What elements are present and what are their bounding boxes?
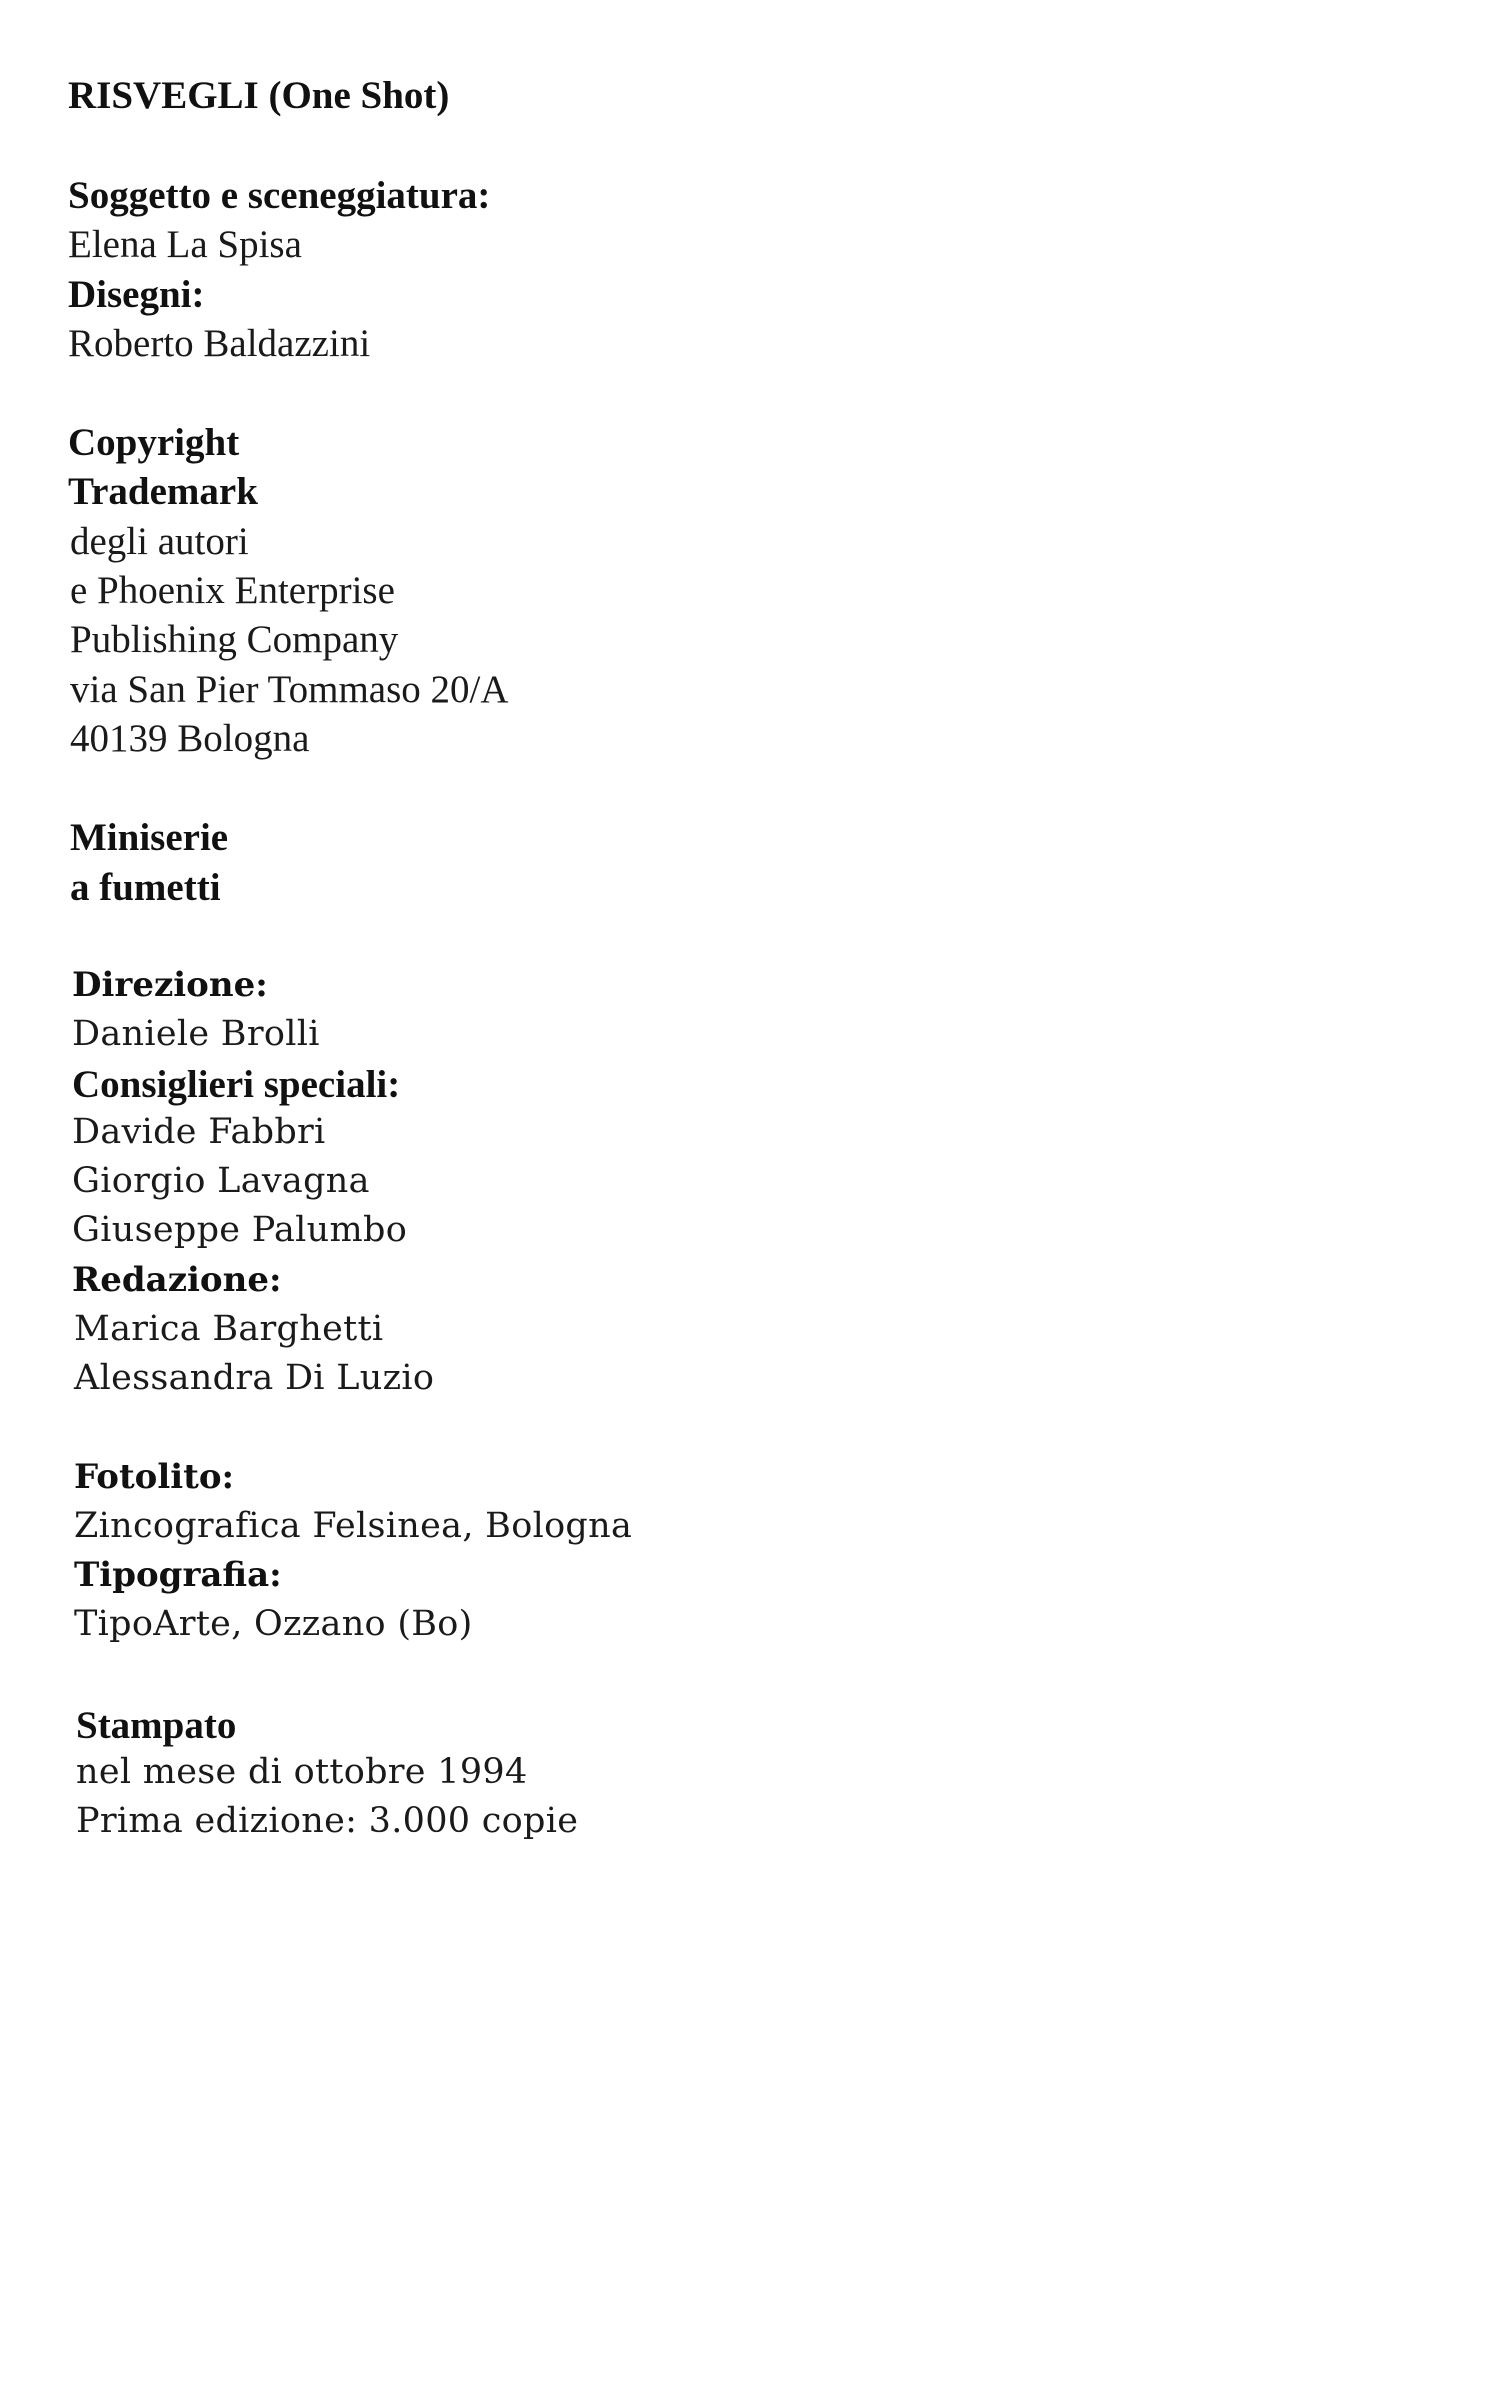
editorial-name: Marica Barghetti [74,1309,384,1349]
printing-value: TipoArte, Ozzano (Bo) [74,1604,473,1644]
art-label: Disegni: [68,273,205,316]
advisor-name: Giuseppe Palumbo [72,1210,408,1250]
page-title: RISVEGLI (One Shot) [68,74,450,117]
photolitho-value: Zincografica Felsinea, Bologna [74,1506,633,1546]
advisors-label: Consiglieri speciali: [72,1063,401,1106]
direction-value: Daniele Brolli [72,1014,320,1054]
printed-label: Stampato [76,1704,237,1747]
copyright-heading: Copyright [68,421,240,464]
printing-label: Tipografia: [74,1555,282,1595]
advisor-name: Giorgio Lavagna [72,1161,370,1201]
printed-edition: Prima edizione: 3.000 copie [76,1801,579,1841]
story-value: Elena La Spisa [68,223,302,266]
photolitho-label: Fotolito: [74,1457,235,1497]
copyright-line: via San Pier Tommaso 20/A [70,668,509,711]
trademark-heading: Trademark [68,470,258,513]
copyright-line: Publishing Company [70,618,399,661]
printed-date: nel mese di ottobre 1994 [76,1752,528,1792]
series-line: Miniserie [70,816,229,859]
story-label: Soggetto e sceneggiatura: [68,174,491,217]
copyright-line: degli autori [70,520,249,563]
advisor-name: Davide Fabbri [72,1112,326,1152]
copyright-line: 40139 Bologna [70,717,310,760]
direction-label: Direzione: [72,965,268,1005]
editorial-name: Alessandra Di Luzio [74,1358,435,1398]
editorial-label: Redazione: [72,1260,282,1300]
copyright-line: e Phoenix Enterprise [70,569,395,612]
series-line: a fumetti [70,866,221,909]
art-value: Roberto Baldazzini [68,322,371,365]
